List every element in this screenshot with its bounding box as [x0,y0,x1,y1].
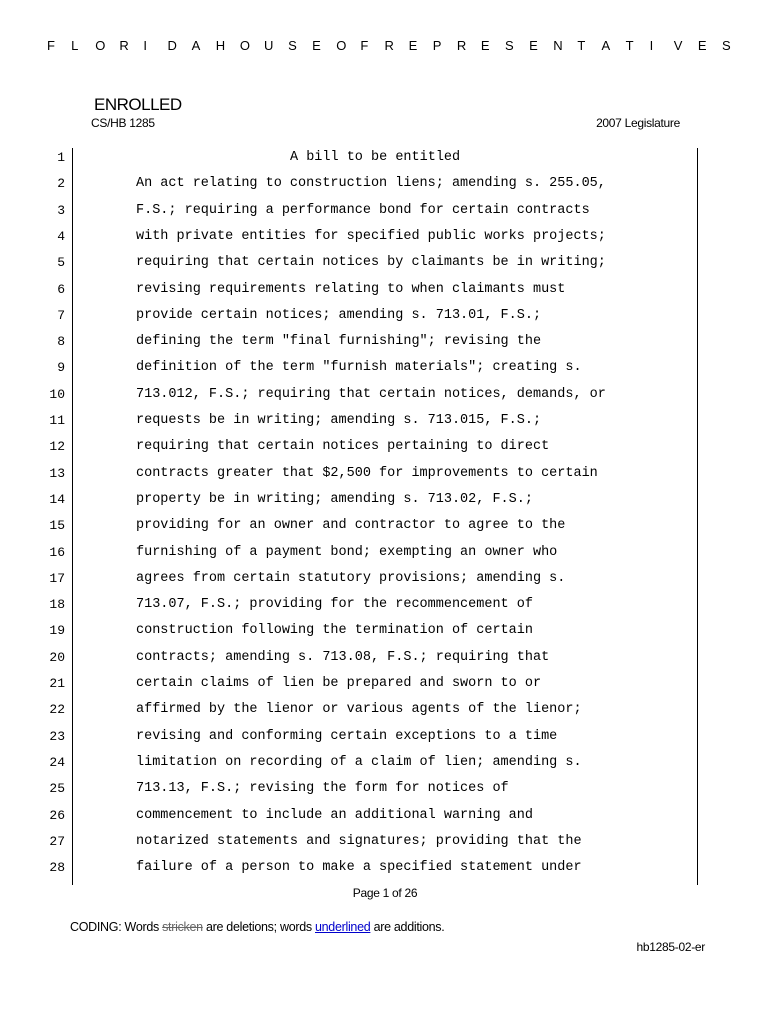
header-letter: H [215,38,226,53]
line-text: requests be in writing; amending s. 713.015, F.S.; [136,413,542,428]
bill-line [0,592,770,618]
header-letter: O [95,38,106,53]
line-number: 16 [49,544,65,560]
legislative-session: 2007 Legislature [596,116,680,130]
line-number: 27 [49,833,65,849]
line-number: 7 [57,307,65,323]
coding-stricken-example: stricken [162,920,203,934]
line-number: 10 [49,386,65,402]
bill-line [0,855,770,881]
line-number: 17 [49,570,65,586]
line-number: 12 [49,439,65,455]
line-text: requiring that certain notices pertaining to direct [136,439,550,455]
line-number: 11 [49,413,65,428]
header-letter: S [288,38,297,53]
header-letter: S [722,38,731,53]
line-number: 3 [57,202,65,218]
line-text: certain claims of lien be prepared and sworn to or [136,676,542,691]
enrolled-status: ENROLLED [94,95,182,114]
header-letter: T [577,38,586,53]
header-letter: E [697,38,707,53]
bill-line [0,382,770,408]
bill-line [0,408,770,434]
line-text: contracts; amending s. 713.08, F.S.; requiring that [136,649,550,665]
line-number: 8 [57,334,65,350]
bill-line [0,829,770,855]
line-number: 20 [49,649,65,665]
line-number: 4 [57,228,65,244]
header-letter: I [143,38,148,53]
header-letter: I [649,38,654,53]
bill-line [0,224,770,250]
header-letter: O [239,38,250,53]
header-letter: D [167,38,177,53]
header-letter: O [336,38,347,53]
line-number: 24 [49,754,65,770]
line-text: commencement to include an additional warning and [136,807,533,823]
header-letter: P [432,38,442,53]
line-text: limitation on recording of a claim of lien; amending s. [136,754,582,770]
header-letter: A [191,38,201,53]
line-number: 2 [57,176,65,192]
line-text: with private entities for specified public works projects; [136,228,606,244]
bill-number: CS/HB 1285 [91,116,155,130]
line-number: 25 [49,781,65,797]
header-letter: T [625,38,634,53]
header-letter: E [529,38,538,53]
line-number: 19 [49,623,65,639]
line-text: F.S.; requiring a performance bond for certain contracts [136,202,590,218]
bill-line [0,277,770,303]
line-number: 28 [49,860,65,876]
header-letter: L [71,38,79,53]
bill-line [0,355,770,381]
line-text: revising requirements relating to when claimants must [136,281,566,297]
header-letter: S [505,38,514,53]
bill-line [0,724,770,750]
header-letter: R [456,38,467,53]
coding-prefix: CODING: Words [70,920,163,934]
line-text: contracts greater that $2,500 for improvements to certain [136,465,598,481]
header-letter: F [360,38,369,53]
line-number: 1 [57,150,65,165]
line-text: failure of a person to make a specified statement under [136,860,582,876]
line-text: affirmed by the lienor or various agents of the lienor; [136,702,582,718]
bill-line [0,645,770,671]
header-letter: F [47,38,55,53]
line-number: 21 [49,676,65,691]
line-number: 9 [57,360,65,376]
line-text: defining the term "final furnishing"; revising the [136,334,542,350]
line-text: 713.012, F.S.; requiring that certain notices, demands, or [136,386,606,402]
line-text: provide certain notices; amending s. 713.01, F.S.; [136,307,542,323]
line-number: 23 [49,728,65,744]
header-letter: E [312,38,321,53]
line-text: revising and conforming certain exceptions to a time [136,728,558,744]
line-number: 15 [49,518,65,534]
header-letter: N [553,38,563,53]
bill-line [0,513,770,539]
header-letter: R [119,38,129,53]
bill-line [0,750,770,776]
line-number: 5 [57,255,65,271]
line-text: notarized statements and signatures; providing that the [136,833,582,849]
line-text: definition of the term "furnish materials"; creating s. [136,360,582,376]
line-text: A bill to be entitled [290,150,461,165]
line-number: 14 [49,491,65,507]
line-text: requiring that certain notices by claimants be in writing; [136,255,606,271]
line-text: furnishing of a payment bond; exempting an owner who [136,544,558,560]
line-text: 713.13, F.S.; revising the form for notices of [136,781,509,797]
bill-line [0,671,770,697]
bill-line [0,776,770,802]
line-text: 713.07, F.S.; providing for the recommencement of [136,597,533,613]
header-letter: A [601,38,611,53]
line-number: 13 [49,465,65,481]
bill-line [0,250,770,276]
line-text: property be in writing; amending s. 713.02, F.S.; [136,491,533,507]
bill-line [0,303,770,329]
bill-line [0,618,770,644]
header-letter: V [673,38,683,53]
line-number: 26 [49,807,65,823]
bill-line [0,171,770,197]
bill-line [0,540,770,566]
header-letter: R [384,38,394,53]
page-number: Page 1 of 26 [352,886,418,900]
coding-middle: are deletions; words [202,920,315,934]
bill-line [0,329,770,355]
bill-line [0,198,770,224]
bill-line [0,566,770,592]
document-id: hb1285-02-er [636,940,705,954]
bill-line [0,697,770,723]
coding-legend [70,920,444,934]
bill-line [0,803,770,829]
bill-line [0,487,770,513]
line-text: providing for an owner and contractor to agree to the [136,518,566,534]
header-letter: E [408,38,418,53]
line-text: construction following the termination of certain [136,623,533,639]
coding-underlined-example: underlined [315,920,371,934]
header-letter: E [480,38,490,53]
bill-line [0,461,770,487]
coding-suffix: are additions. [370,920,445,934]
line-text: An act relating to construction liens; amending s. 255.05, [136,176,606,192]
bill-line [0,145,770,171]
bill-line [0,434,770,460]
line-text: agrees from certain statutory provisions; amending s. [136,570,566,586]
line-number: 22 [49,702,65,718]
line-number: 18 [49,597,65,613]
header-letter: U [263,38,274,53]
line-number: 6 [57,281,65,297]
